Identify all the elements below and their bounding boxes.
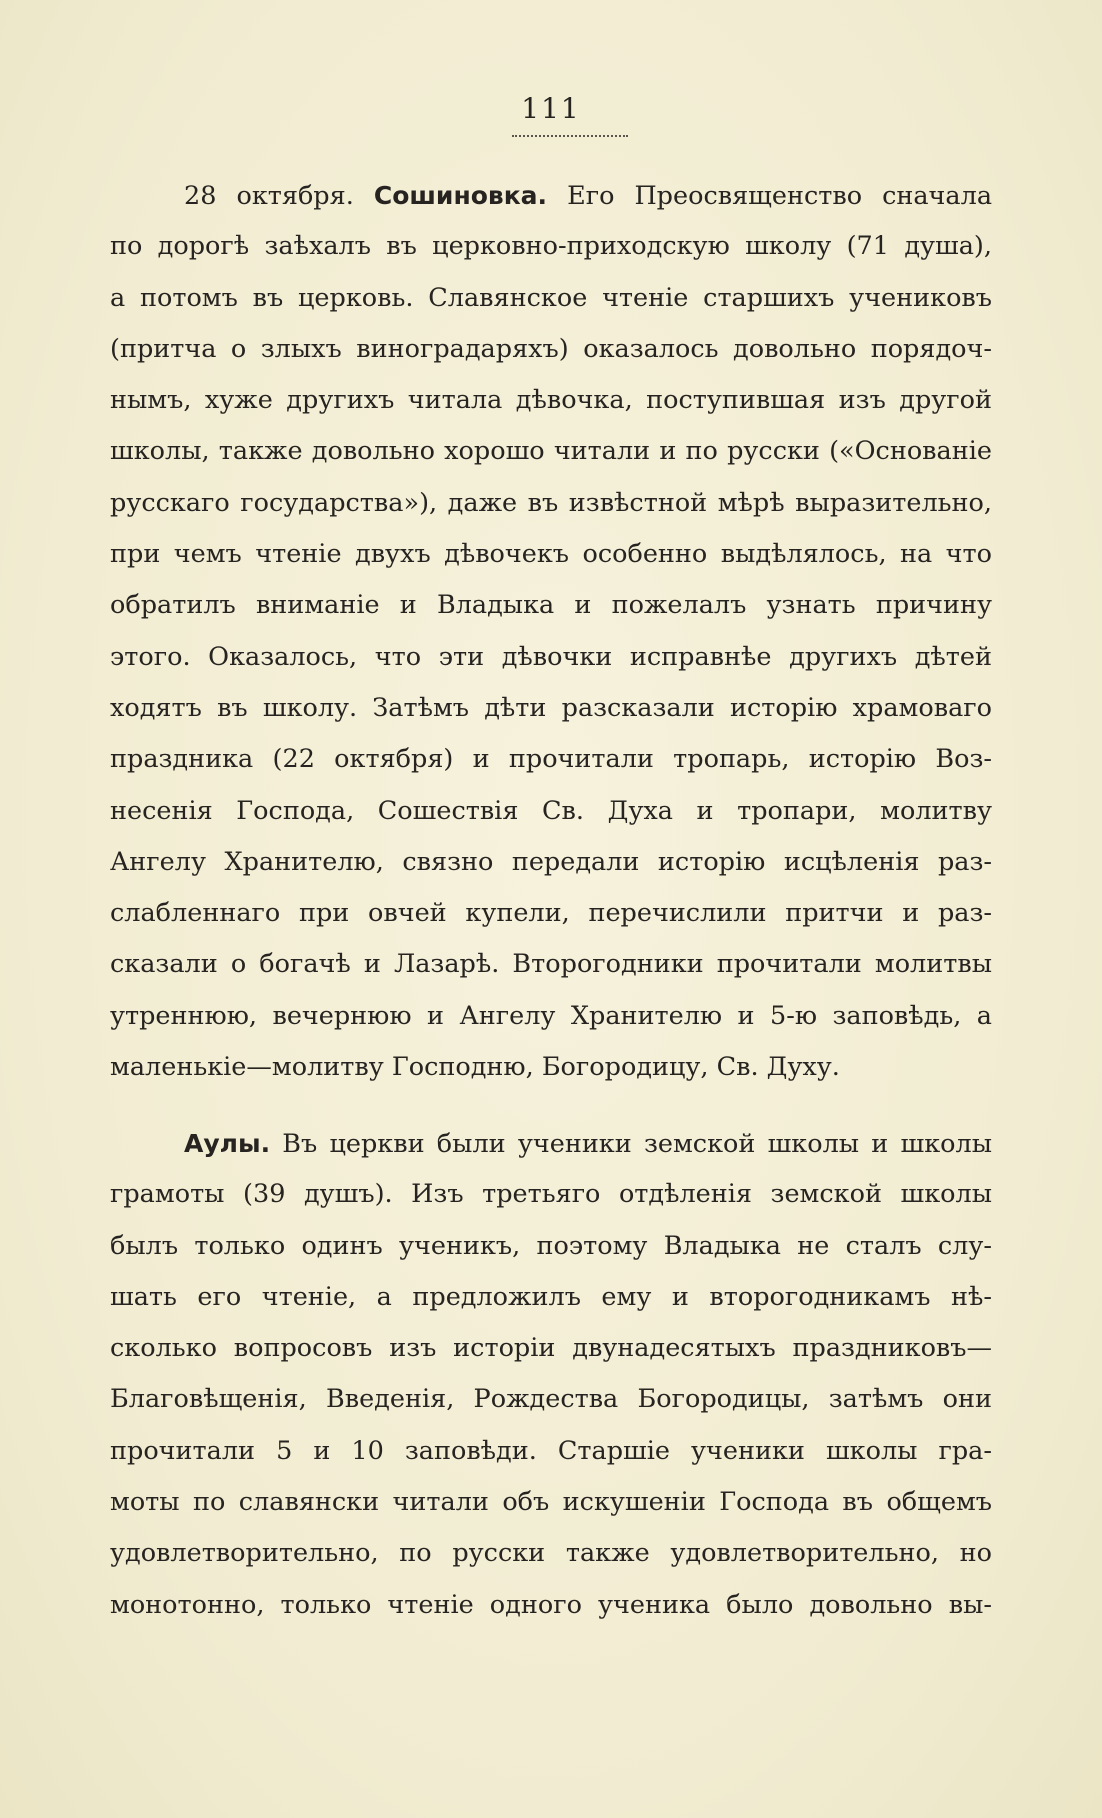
text-line: моты по славянски читали объ искушенiи Господа въ общемъ: [110, 1487, 992, 1518]
text-line: этого. Оказалось, что эти дѣвочки исправнѣе другихъ дѣтей: [110, 641, 992, 672]
text-line: прочитали 5 и 10 заповѣди. Старшiе ученики школы гра-: [110, 1435, 992, 1466]
place-heading-auly: Аулы.: [184, 1129, 271, 1158]
text-line: Его Преосвященство сначала: [567, 181, 992, 211]
text-line: сказали о богачѣ и Лазарѣ. Второгодники прочитали молитвы: [110, 949, 992, 980]
text-line: Благовѣщенiя, Введенiя, Рождества Богородицы, затѣмъ они: [110, 1384, 992, 1415]
entry-date: 28 октября.: [184, 181, 354, 211]
text-line: грамоты (39 душъ). Изъ третьяго отдѣленiя земской школы: [110, 1179, 992, 1210]
text-line: праздника (22 октября) и прочитали тропарь, исторiю Воз-: [110, 744, 992, 775]
paragraph-first-line: [110, 170, 992, 221]
text-line: (притча о злыхъ виноградаряхъ) оказалось довольно порядоч-: [110, 333, 992, 364]
text-line: былъ только одинъ ученикъ, поэтому Владыка не сталъ слу-: [110, 1230, 992, 1261]
text-line: ходятъ въ школу. Затѣмъ дѣти разсказали исторiю храмоваго: [110, 692, 992, 723]
text-line: слабленнаго при овчей купели, перечислили притчи и раз-: [110, 898, 992, 929]
text-line: обратилъ вниманiе и Владыка и пожелалъ узнать причину: [110, 590, 992, 621]
text-line: по дорогѣ заѣхалъ въ церковно-приходскую школу (71 душа),: [110, 231, 992, 262]
text-line: шать его чтенiе, а предложилъ ему и второгодникамъ нѣ-: [110, 1281, 992, 1312]
text-line: нымъ, хуже другихъ читала дѣвочка, поступившая изъ другой: [110, 385, 992, 416]
text-line: а потомъ въ церковь. Славянское чтенiе старшихъ учениковъ: [110, 282, 992, 313]
page-number: 111: [521, 92, 581, 125]
paragraph-first-line: [110, 1118, 992, 1169]
text-line: несенiя Господа, Сошествiя Св. Духа и тропари, молитву: [110, 795, 992, 826]
text-line: школы, также довольно хорошо читали и по русски («Основанiе: [110, 436, 992, 467]
text-line: маленькiе—молитву Господню, Богородицу, Св. Духу.: [110, 1052, 840, 1083]
text-line: при чемъ чтенiе двухъ дѣвочекъ особенно выдѣлялось, на что: [110, 539, 992, 570]
header-dotted-rule: [512, 135, 628, 137]
place-heading-soshinovka: Сошиновка.: [373, 181, 548, 210]
text-line: сколько вопросовъ изъ исторiи двунадесятыхъ праздниковъ—: [110, 1333, 992, 1364]
text-line: удовлетворительно, по русски также удовлетворительно, но: [110, 1538, 992, 1569]
text-line: русскаго государства»), даже въ извѣстной мѣрѣ выразительно,: [110, 487, 992, 518]
text-line: утреннюю, вечернюю и Ангелу Хранителю и 5-ю заповѣдь, а: [110, 1000, 992, 1031]
text-line: Въ церкви были ученики земской школы и школы: [282, 1129, 992, 1159]
paragraph-soshinovka: [110, 170, 992, 1093]
paragraph-auly: [110, 1118, 992, 1631]
text-line: монотонно, только чтенiе одного ученика было довольно вы-: [110, 1589, 992, 1620]
text-line: Ангелу Хранителю, связно передали исторiю исцѣленiя раз-: [110, 846, 992, 877]
